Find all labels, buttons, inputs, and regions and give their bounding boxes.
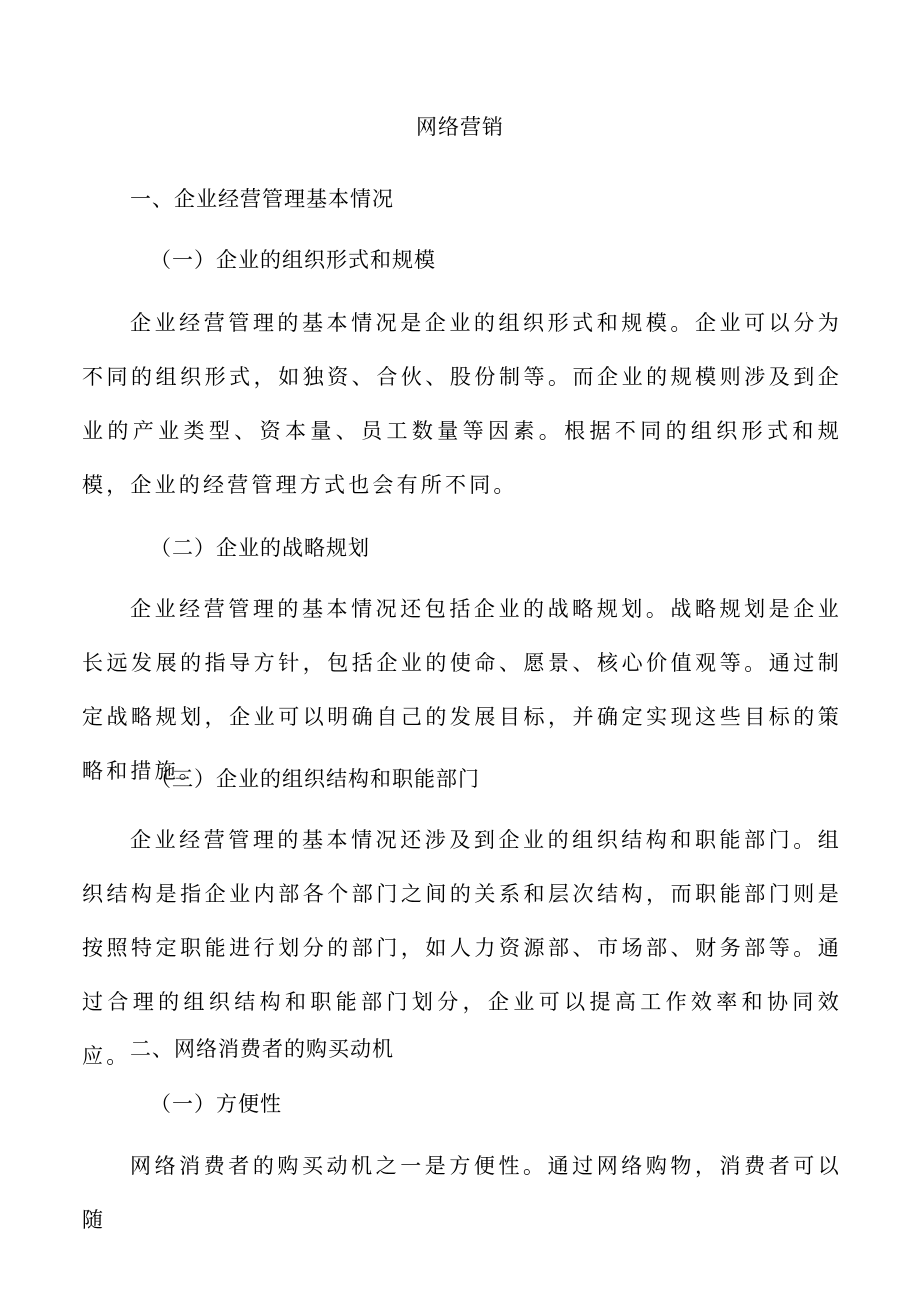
document-title: 网络营销	[416, 115, 504, 139]
paragraph-2-1: 网络消费者的购买动机之一是方便性。通过网络购物，消费者可以随	[82, 1154, 842, 1232]
subsection-heading-1-1: （一）企业的组织形式和规模	[150, 248, 436, 272]
paragraph-1-2: 企业经营管理的基本情况还包括企业的战略规划。战略规划是企业长远发展的指导方针，包括企业的使命、愿景、核心价值观等。通过制定战略规划，企业可以明确自己的发展目标，并确定实现这些目标的策略和措施。	[82, 597, 842, 783]
subsection-heading-1-3: （三）企业的组织结构和职能部门	[150, 767, 480, 791]
subsection-heading-2-1: （一）方便性	[150, 1092, 282, 1116]
section-heading-1: 一、企业经营管理基本情况	[130, 187, 394, 211]
section-heading-2: 二、网络消费者的购买动机	[130, 1037, 394, 1061]
paragraph-1-3: 企业经营管理的基本情况还涉及到企业的组织结构和职能部门。组织结构是指企业内部各个部门之间的关系和层次结构，而职能部门则是按照特定职能进行划分的部门，如人力资源部、市场部、财务部等。通过合理的组织结构和职能部门划分，企业可以提高工作效率和协同效应。	[82, 828, 842, 1068]
paragraph-1-1: 企业经营管理的基本情况是企业的组织形式和规模。企业可以分为不同的组织形式，如独资、合伙、股份制等。而企业的规模则涉及到企业的产业类型、资本量、员工数量等因素。根据不同的组织形式和规模，企业的经营管理方式也会有所不同。	[82, 311, 842, 497]
subsection-heading-1-2: （二）企业的战略规划	[150, 536, 370, 560]
